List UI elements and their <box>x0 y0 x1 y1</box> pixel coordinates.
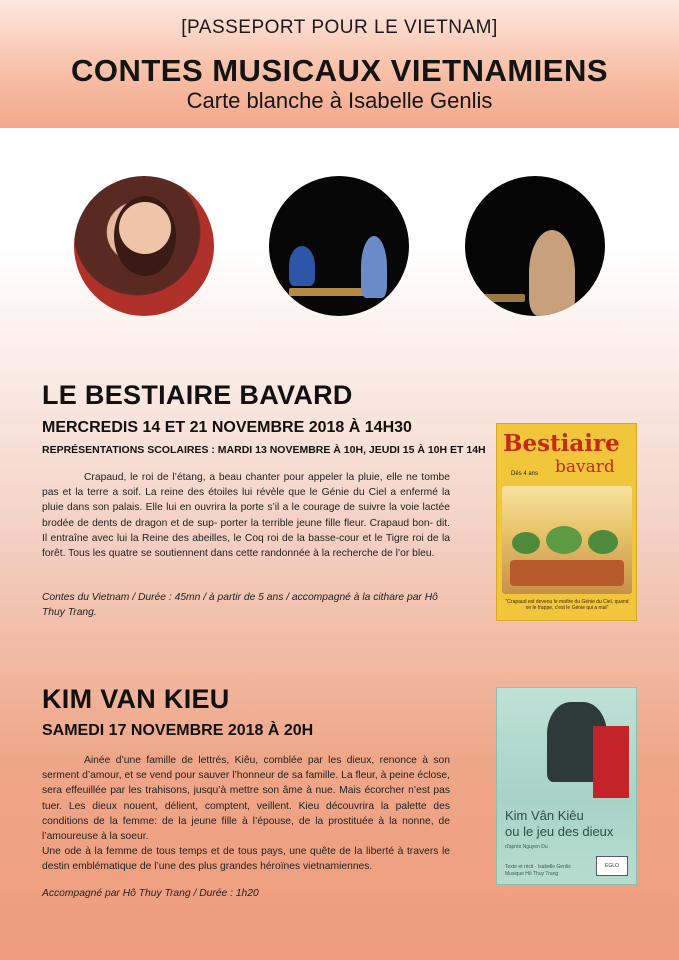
frog-illustration <box>512 532 540 554</box>
page-title: CONTES MUSICAUX VIETNAMIENS <box>70 53 609 88</box>
frog-illustration <box>588 530 618 554</box>
storyteller-figure <box>361 236 387 298</box>
page-subtitle: Carte blanche à Isabelle Genlis <box>186 88 493 113</box>
poster-age: Dès 4 ans <box>511 471 539 477</box>
zither <box>479 294 525 302</box>
event2-title: KIM VAN KIEU <box>42 684 230 714</box>
performers-photo <box>269 176 409 316</box>
poster-subtitle: ou le jeu des dieux <box>505 824 614 839</box>
poster-credit: Musique Hô Thuy Trang <box>505 871 559 877</box>
poster-credit: d'après Nguyen Du <box>505 844 548 850</box>
musician-figure <box>289 246 315 286</box>
bestiaire-poster <box>496 423 637 621</box>
event2-meta: Accompagné par Hô Thuy Trang / Durée : 1h20 <box>42 888 259 899</box>
portrait-photo <box>74 176 214 316</box>
event1-school-dates: REPRÉSENTATIONS SCOLAIRES : MARDI 13 NOVEMBRE À 10H, JEUDI 15 À 10H ET 14H <box>42 444 486 456</box>
event2-date: SAMEDI 17 NOVEMBRE 2018 À 20H <box>42 722 314 739</box>
poster-credit: Texte et récit · Isabelle Genlis <box>505 864 571 870</box>
event2-description: Ainée d’une famille de lettrés, Kiêu, comblée par les dieux, renonce à son serment d’amour, et se vend pour sauver l’honneur de sa famille. La fleur, à peine éclose, sera effeuillée par les trahisons, jusqu’à mettre son âme à nue. Mais écorcher n’est pas tuer. Les dieux nouent, délient, comptent, veillent. Kieu découvrira la palette des conditions de la femme: de la jeune fille à l’épouse, de la prostituée à la nonne, de l’amoureuse à la soeur. <box>42 755 450 843</box>
poster-logo: EGLO <box>596 856 628 876</box>
series-tag: [PASSEPORT POUR LE VIETNAM] <box>181 17 498 38</box>
event2-description-2: Une ode à la femme de tous temps et de tous pays, une quête de la liberté à travers le destin emblématique de l’une des plus grandes héroïnes vietnamiennes. <box>42 846 450 873</box>
portrait-face <box>114 196 176 276</box>
event1-date: MERCREDIS 14 ET 21 NOVEMBRE 2018 À 14H30 <box>42 419 412 436</box>
heroine-dress-illustration <box>593 726 629 798</box>
poster-title: Kim Vân Kiêu <box>505 808 584 823</box>
poster-illustration <box>502 486 632 594</box>
frog-illustration <box>546 526 582 554</box>
kim-van-kieu-poster <box>496 687 637 885</box>
header-banner <box>0 0 679 128</box>
poster-subtitle: bavard <box>555 457 615 477</box>
poster-title: Bestiaire <box>503 430 620 457</box>
village-illustration <box>510 560 624 586</box>
storyteller-photo <box>465 176 605 316</box>
storyteller-figure <box>529 230 575 316</box>
poster-caption: "Crapaud est devenu le maître du Génie du Ciel, quand on le frappe, c'est le Génie qui a mal" <box>505 599 629 611</box>
event1-title: LE BESTIAIRE BAVARD <box>42 380 353 410</box>
event1-meta: Contes du Vietnam / Durée : 45mn / à partir de 5 ans / accompagné à la cithare par Hô Thuy Trang. <box>42 592 438 619</box>
zither <box>289 288 369 296</box>
event1-description: Crapaud, le roi de l’étang, a beau chanter pour appeler la pluie, elle ne tombe pas et la terre a soif. La reine des étoiles lui révèle que le Génie du Ciel a enfermé la pluie dans son palais. Elle lui en ouvrira la porte s’il a le courage de suivre la voie lactée brodée de dents de dragon et de sup- porter la terrible jeune fille fleur. Crapaud bon- dit. Il entraîne avec lui la Reine des abeilles, le Coq roi de la basse-cour et le Tigre roi de la forêt. Tous les quatre se soutiennent dans cette randonnée à la recherche de l’or bleu. <box>42 472 450 560</box>
